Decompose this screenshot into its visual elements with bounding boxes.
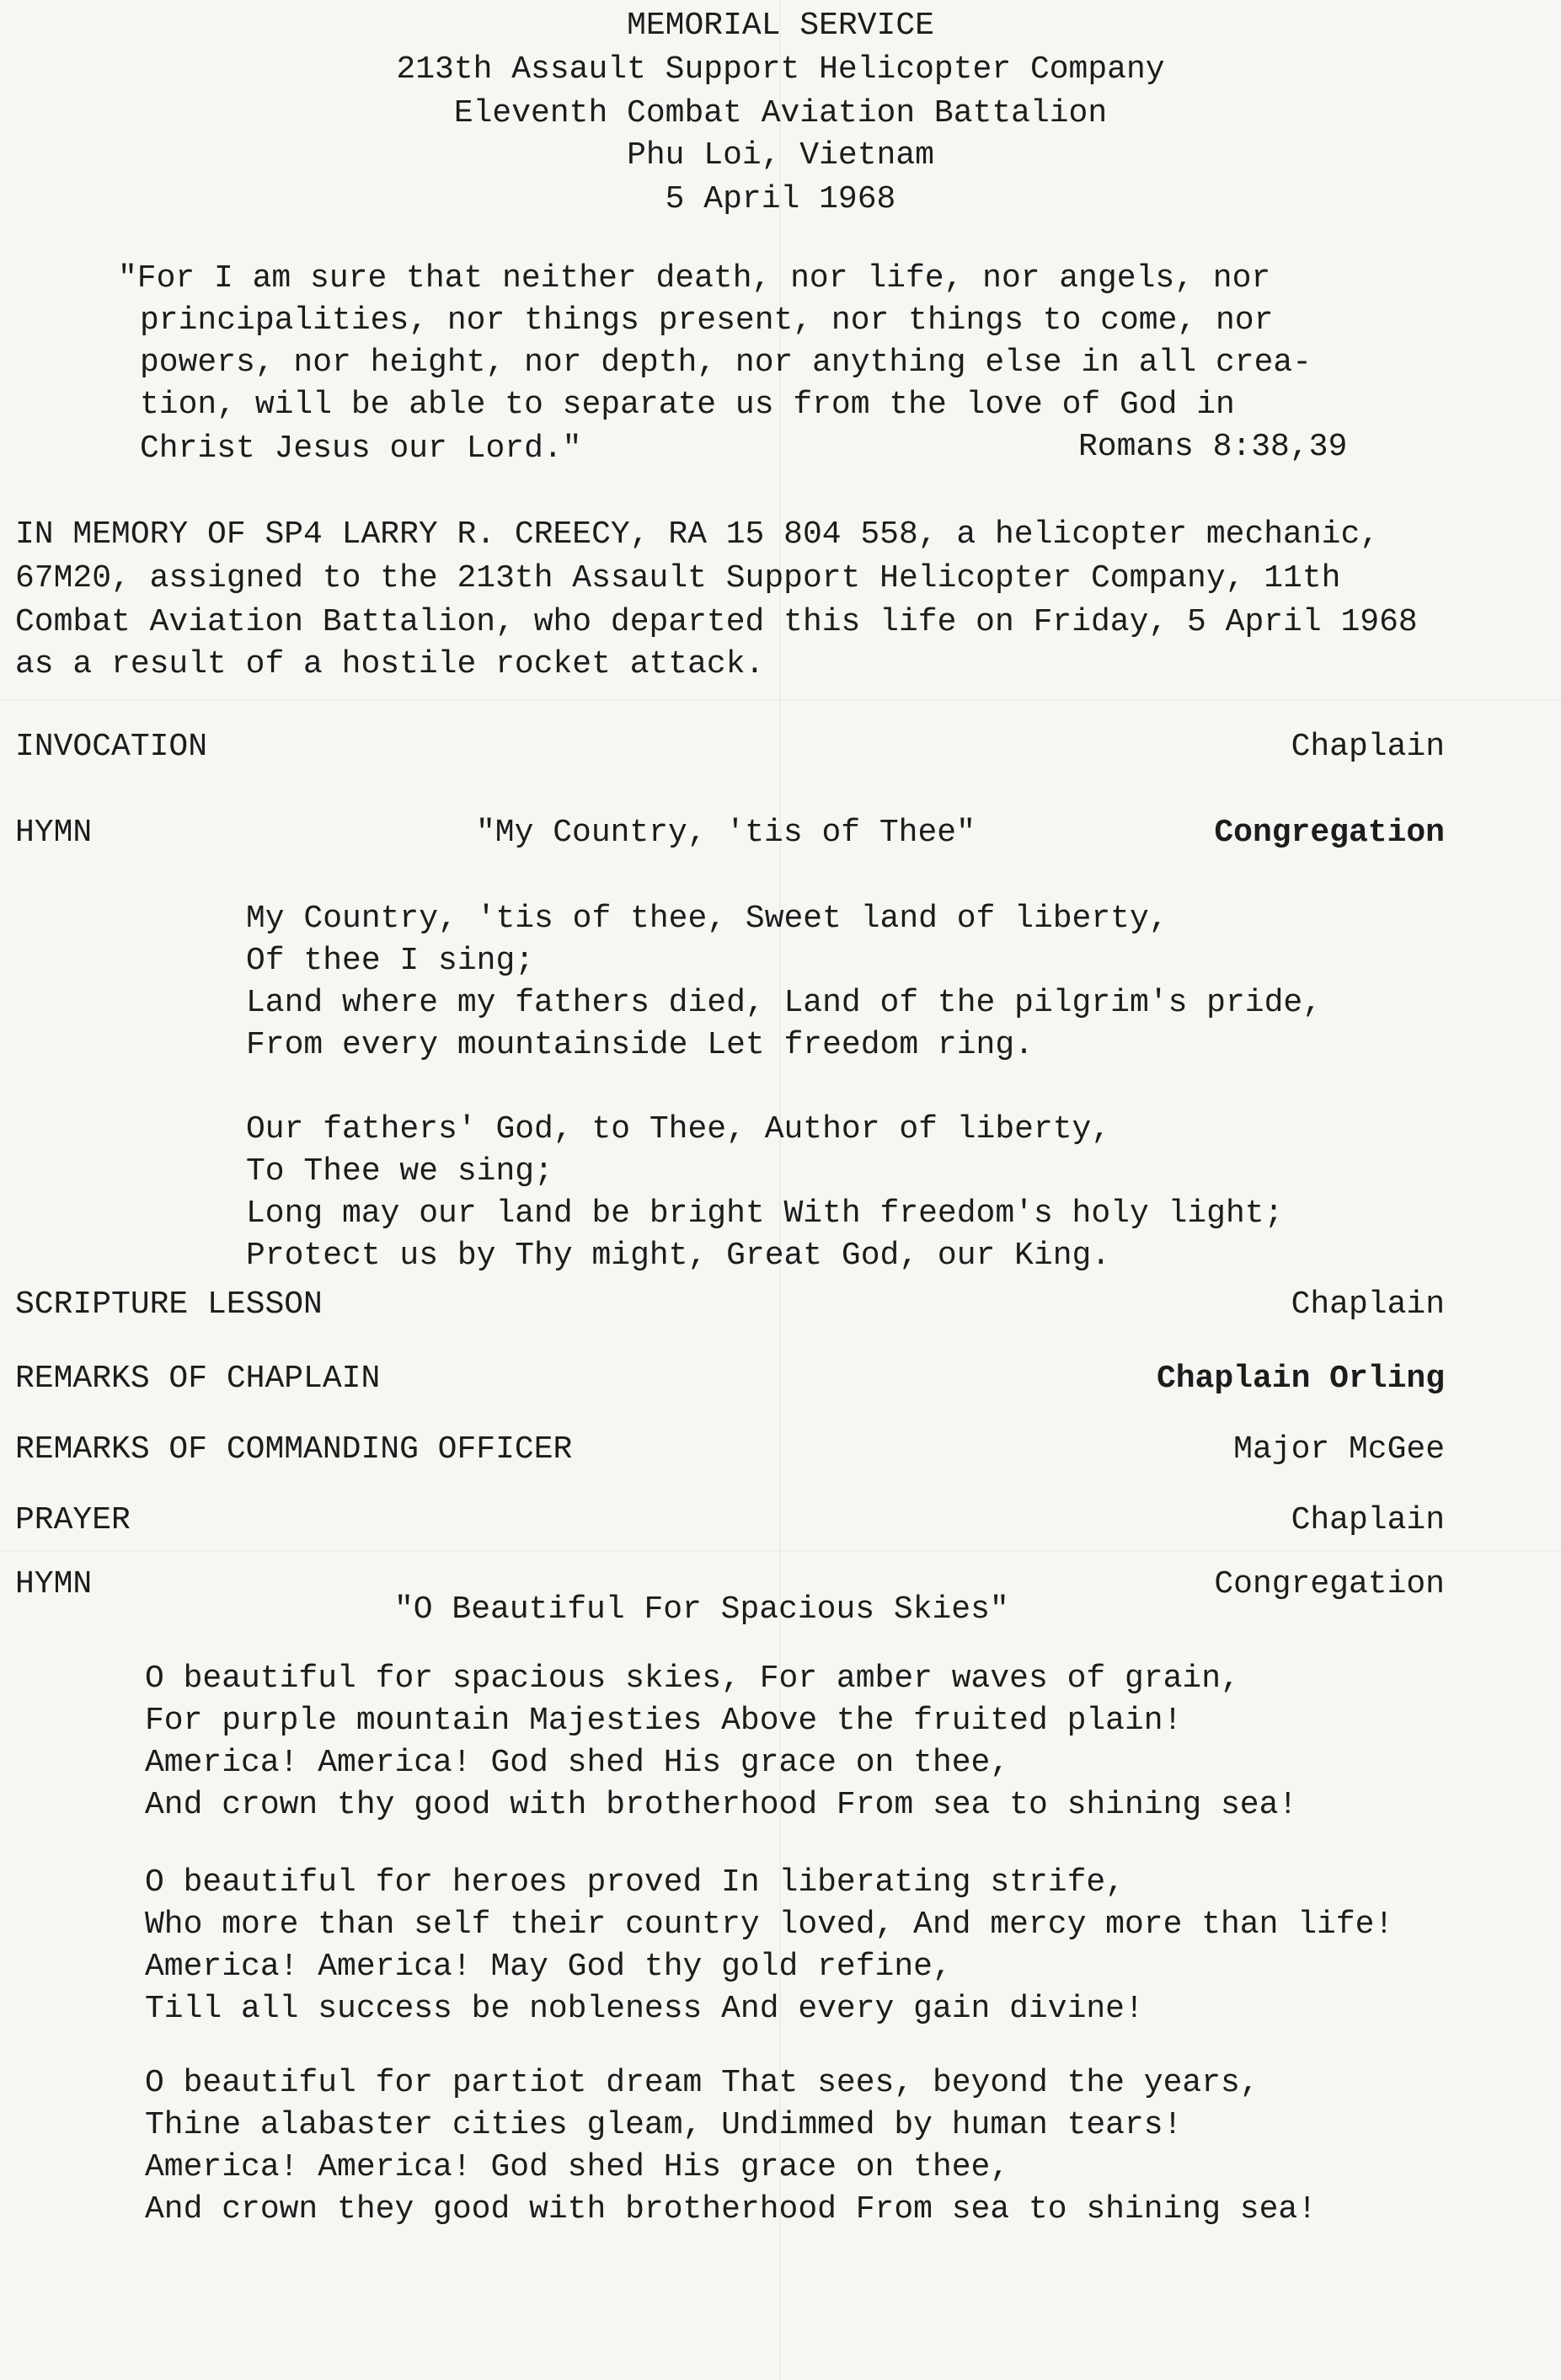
prayer-leader: Chaplain (1291, 1502, 1445, 1538)
hymn1-title: "My Country, 'tis of Thee" (476, 815, 976, 851)
hymn-verse-line: America! America! God shed His grace on thee, (145, 1745, 1010, 1781)
hymn-verse-line: Land where my fathers died, Land of the pilgrim's pride, (246, 985, 1323, 1021)
paper-fold-horizontal-upper (0, 699, 1561, 701)
hymn-verse-line: O beautiful for partiot dream That sees, beyond the years, (145, 2065, 1259, 2101)
hymn-verse-line: Thine alabaster cities gleam, Undimmed by human tears! (145, 2107, 1183, 2143)
memorial-line: as a result of a hostile rocket attack. (15, 646, 765, 682)
memorial-line: Combat Aviation Battalion, who departed this life on Friday, 5 April 1968 (15, 604, 1418, 640)
scripture-leader: Chaplain (1291, 1286, 1445, 1323)
epigraph-line: powers, nor height, nor depth, nor anything else in all crea- (140, 345, 1312, 381)
hymn-verse-line: America! America! God shed His grace on thee, (145, 2149, 1010, 2185)
service-date: 5 April 1968 (665, 181, 896, 217)
remarks-chaplain-leader: Chaplain Orling (1156, 1361, 1445, 1397)
hymn-verse-line: My Country, 'tis of thee, Sweet land of liberty, (246, 901, 1168, 937)
invocation-label: INVOCATION (15, 729, 208, 765)
hymn-verse-line: Who more than self their country loved, And mercy more than life! (145, 1907, 1394, 1943)
epigraph-line: Christ Jesus our Lord." (140, 431, 582, 467)
hymn-verse-line: Protect us by Thy might, Great God, our King. (246, 1238, 1111, 1274)
invocation-leader: Chaplain (1291, 729, 1445, 765)
epigraph-line: tion, will be able to separate us from the love of God in (140, 387, 1235, 423)
remarks-chaplain-label: REMARKS OF CHAPLAIN (15, 1361, 381, 1397)
unit-name: 213th Assault Support Helicopter Company (396, 51, 1165, 88)
hymn2-label: HYMN (15, 1566, 93, 1602)
hymn-verse-line: From every mountainside Let freedom ring. (246, 1027, 1034, 1063)
prayer-label: PRAYER (15, 1502, 131, 1538)
hymn-verse-line: Our fathers' God, to Thee, Author of liberty, (246, 1111, 1111, 1147)
service-title: MEMORIAL SERVICE (627, 8, 934, 44)
hymn-verse-line: O beautiful for heroes proved In liberating strife, (145, 1864, 1125, 1901)
hymn-verse-line: And crown thy good with brotherhood From sea to shining sea! (145, 1787, 1298, 1823)
hymn-verse-line: Till all success be nobleness And every gain divine! (145, 1991, 1144, 2027)
scripture-citation: Romans 8:38,39 (1078, 429, 1348, 465)
hymn-verse-line: For purple mountain Majesties Above the fruited plain! (145, 1703, 1183, 1739)
scripture-label: SCRIPTURE LESSON (15, 1286, 323, 1323)
remarks-co-leader: Major McGee (1233, 1431, 1445, 1468)
memorial-line: IN MEMORY OF SP4 LARRY R. CREECY, RA 15 804 558, a helicopter mechanic, (15, 516, 1380, 553)
hymn-verse-line: And crown they good with brotherhood From sea to shining sea! (145, 2191, 1318, 2228)
hymn-verse-line: Of thee I sing; (246, 943, 535, 979)
paper-fold-horizontal-lower (0, 1550, 1561, 1552)
hymn-verse-line: America! America! May God thy gold refine, (145, 1949, 952, 1985)
hymn2-leader: Congregation (1214, 1566, 1445, 1602)
epigraph-line: principalities, nor things present, nor things to come, nor (140, 302, 1274, 339)
hymn-verse-line: To Thee we sing; (246, 1153, 553, 1190)
hymn-verse-line: Long may our land be bright With freedom's holy light; (246, 1195, 1284, 1232)
location: Phu Loi, Vietnam (627, 137, 934, 174)
hymn1-leader: Congregation (1214, 815, 1445, 851)
remarks-co-label: REMARKS OF COMMANDING OFFICER (15, 1431, 573, 1468)
epigraph-line: "For I am sure that neither death, nor life, nor angels, nor (118, 260, 1271, 297)
battalion-name: Eleventh Combat Aviation Battalion (453, 95, 1108, 131)
hymn2-title: "O Beautiful For Spacious Skies" (394, 1591, 1009, 1628)
hymn-verse-line: O beautiful for spacious skies, For amber waves of grain, (145, 1661, 1240, 1697)
hymn1-label: HYMN (15, 815, 93, 851)
memorial-line: 67M20, assigned to the 213th Assault Support Helicopter Company, 11th (15, 560, 1341, 596)
